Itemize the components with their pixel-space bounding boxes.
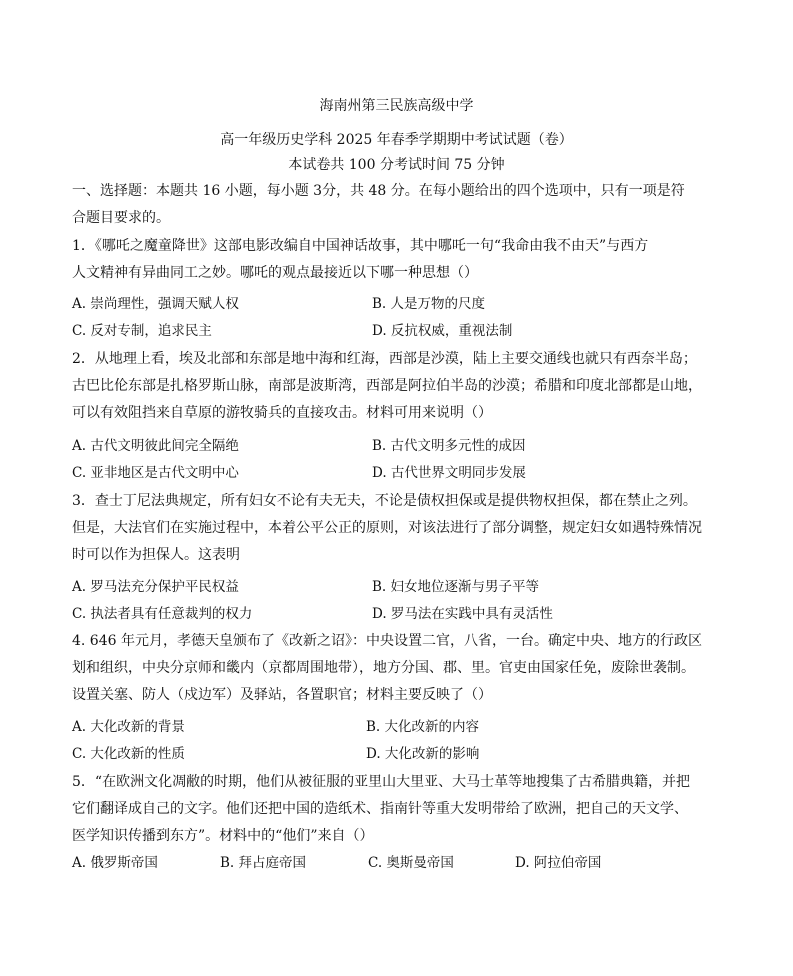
school-name: 海南州第三民族高级中学 — [319, 98, 474, 114]
option-d: D. 罗马法在实践中具有灵活性 — [372, 606, 553, 622]
option-c: C. 亚非地区是古代文明中心 — [72, 465, 239, 481]
section-instructions-line-2: 合题目要求的。 — [72, 210, 170, 226]
option-d: D. 古代世界文明同步发展 — [372, 465, 526, 481]
question-text-line: 可以有效阻挡来自草原的游牧骑兵的直接攻击。材料可用来说明（） — [72, 405, 492, 421]
question-text-line: 5．“在欧洲文化凋敝的时期，他们从被征服的亚里山大里亚、大马士革等地搜集了古希腊典籍，并把 — [72, 774, 691, 790]
option-c: C. 反对专制，追求民主 — [72, 323, 212, 339]
option-c: C. 执法者具有任意裁判的权力 — [72, 606, 253, 622]
option-d: D. 反抗权威，重视法制 — [372, 323, 513, 339]
question-text-line: 4. 646 年元月，孝德天皇颁布了《改新之诏》：中央设置二官，八省，一台。确定中央、地方的行政区 — [72, 633, 702, 649]
option-d: D. 大化改新的影响 — [366, 746, 480, 762]
question-text-line: 医学知识传播到东方”。材料中的“他们”来自（） — [72, 828, 374, 844]
option-c: C. 奥斯曼帝国 — [368, 855, 454, 871]
question-text-line: 2．从地理上看，埃及北部和东部是地中海和红海，西部是沙漠，陆上主要交通线也就只有西奈半岛； — [72, 351, 697, 367]
option-a: A. 崇尚理性，强调天赋人权 — [72, 296, 239, 312]
option-b: B. 拜占庭帝国 — [220, 855, 307, 871]
option-b: B. 人是万物的尺度 — [372, 296, 486, 312]
question-text-line: 1．《哪吒之魔童降世》这部电影改编自中国神话故事，其中哪吒一句“我命由我不由天”与西方 — [72, 238, 649, 254]
option-a: A. 罗马法充分保护平民权益 — [72, 579, 239, 595]
option-b: B. 古代文明多元性的成因 — [372, 438, 526, 454]
question-text-line: 划和组织，中央分京师和畿内（京都周围地带），地方分国、郡、里。官吏由国家任免，废除世袭制。 — [72, 660, 695, 676]
option-c: C. 大化改新的性质 — [72, 746, 185, 762]
question-text-line: 人文精神有异曲同工之妙。哪吒的观点最接近以下哪一种思想（） — [72, 265, 478, 281]
exam-info: 本试卷共 100 分考试时间 75 分钟 — [288, 157, 505, 173]
question-text-line: 古巴比伦东部是扎格罗斯山脉，南部是波斯湾，西部是阿拉伯半岛的沙漠；希腊和印度北部都是山地， — [72, 378, 702, 394]
question-text-line: 3．查士丁尼法典规定，所有妇女不论有夫无夫，不论是债权担保或是提供物权担保，都在禁止之列。 — [72, 493, 697, 509]
option-a: A. 古代文明彼此间完全隔绝 — [72, 438, 239, 454]
option-d: D. 阿拉伯帝国 — [515, 855, 602, 871]
option-b: B. 妇女地位逐渐与男子平等 — [372, 579, 540, 595]
question-text-line: 它们翻译成自己的文字。他们还把中国的造纸术、指南针等重大发明带给了欧洲，把自己的天文学、 — [72, 801, 688, 817]
exam-title: 高一年级历史学科 2025 年春季学期期中考试试题（卷） — [220, 132, 573, 148]
question-text-line: 但是，大法官们在实施过程中，本着公平公正的原则，对该法进行了部分调整，规定妇女如遇特殊情况 — [72, 520, 702, 536]
question-text-line: 时可以作为担保人。这表明 — [72, 547, 240, 563]
option-a: A. 俄罗斯帝国 — [72, 855, 158, 871]
section-instructions-line-1: 一、选择题：本题共 16 小题，每小题 3分，共 48 分。在每小题给出的四个选项中，只有一项是符 — [72, 183, 685, 199]
option-a: A. 大化改新的背景 — [72, 719, 185, 735]
question-text-line: 设置关塞、防人（戍边军）及驿站，各置职官；材料主要反映了（） — [72, 687, 492, 703]
option-b: B. 大化改新的内容 — [366, 719, 480, 735]
